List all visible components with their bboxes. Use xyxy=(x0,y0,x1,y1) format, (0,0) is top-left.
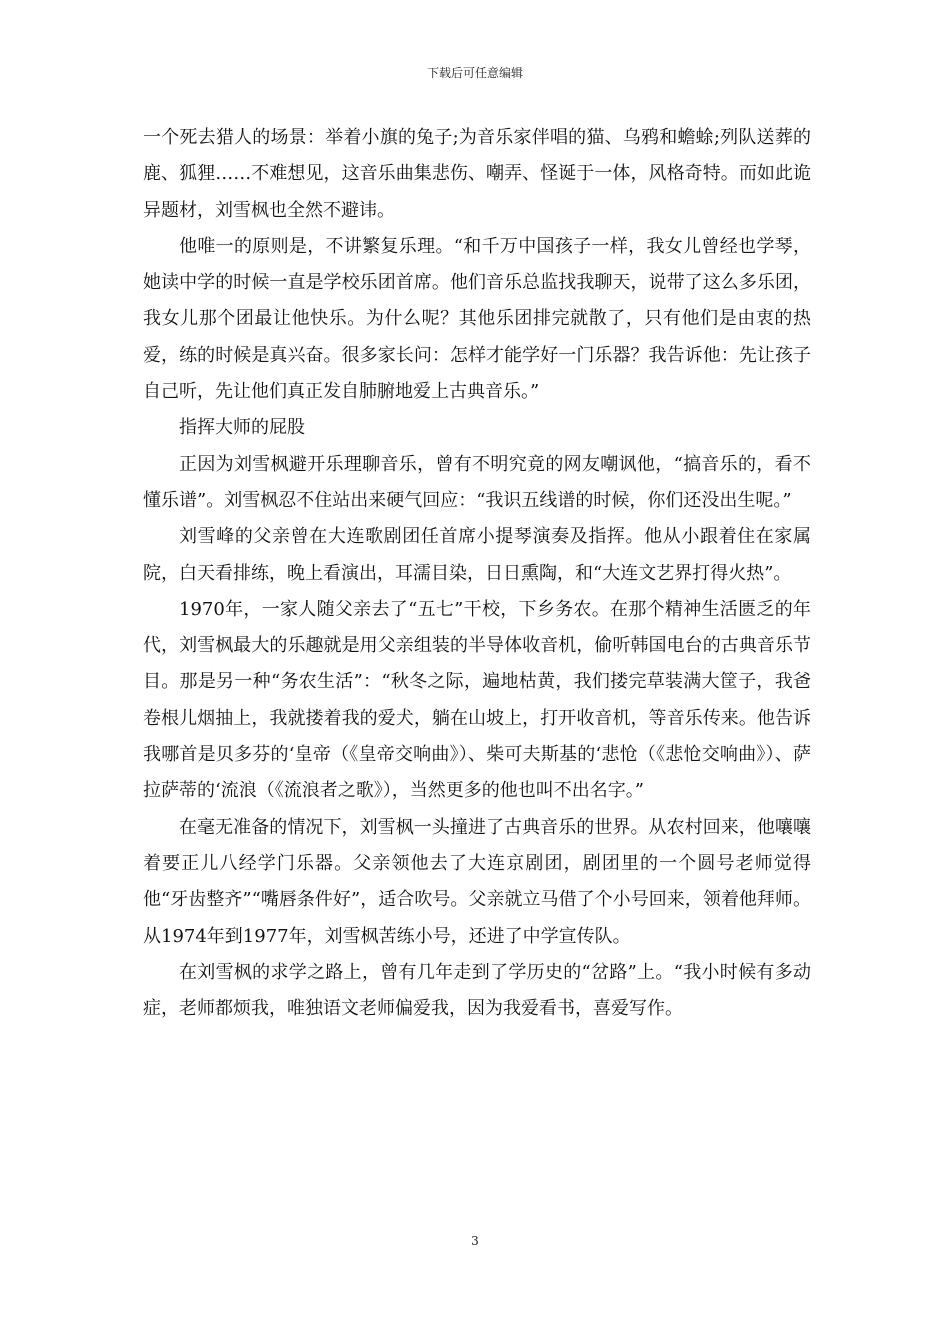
paragraph: 他唯一的原则是，不讲繁复乐理。“和千万中国孩子一样，我女儿曾经也学琴，她读中学的时候一直是学校乐团首席。他们音乐总监找我聊天，说带了这么多乐团，我女儿那个团最让他快乐。为什么呢？其他乐团排完就散了，只有他们是由衷的热爱，练的时候是真兴奋。很多家长问：怎样才能学好一门乐器？我告诉他：先让孩子自己听，先让他们真正发自肺腑地爱上古典音乐。” xyxy=(143,235,811,403)
paragraph: 在刘雪枫的求学之路上，曾有几年走到了学历史的“岔路”上。“我小时候有多动症，老师都烦我，唯独语文老师偏爱我，因为我爱看书，喜爱写作。 xyxy=(143,961,811,1020)
paragraph: 正因为刘雪枫避开乐理聊音乐，曾有不明究竟的网友嘲讽他，“搞音乐的，看不懂乐谱”。刘雪枫忍不住站出来硬气回应：“我识五线谱的时候，你们还没出生呢。” xyxy=(143,453,811,511)
paragraph: 1970年，一家人随父亲去了“五七”干校，下乡务农。在那个精神生活匮乏的年代，刘雪枫最大的乐趣就是用父亲组装的半导体收音机，偷听韩国电台的古典音乐节目。那是另一种“务农生活”：“秋冬之际，遍地枯黄，我们搂完草装满大筐子，我爸卷根儿烟抽上，我就搂着我的爱犬，躺在山坡上，打开收音机，等音乐传来。他告诉我哪首是贝多芬的‘皇帝（《皇帝交响曲》）、柴可夫斯基的‘悲怆（《悲怆交响曲》）、萨拉萨蒂的‘流浪（《流浪者之歌》），当然更多的他也叫不出名字。” xyxy=(143,598,811,802)
paragraph: 刘雪峰的父亲曾在大连歌剧团任首席小提琴演奏及指挥。他从小跟着住在家属院，白天看排练，晚上看演出，耳濡目染，日日熏陶，和“大连文艺界打得火热”。 xyxy=(143,526,811,584)
page-header: 下载后可任意编辑 xyxy=(426,66,523,80)
section-heading: 指挥大师的屁股 xyxy=(179,417,305,439)
document-body xyxy=(143,120,811,1027)
paragraph: 在毫无准备的情况下，刘雪枫一头撞进了古典音乐的世界。从农村回来，他嚷嚷着要正儿八经学门乐器。父亲领他去了大连京剧团，剧团里的一个圆号老师觉得他“牙齿整齐”“嘴唇条件好”，适合吹号。父亲就立马借了个小号回来，领着他拜师。从1974年到1977年，刘雪枫苦练小号，还进了中学宣传队。 xyxy=(143,816,811,947)
paragraph-continuation: 一个死去猎人的场景：举着小旗的兔子;为音乐家伴唱的猫、乌鸦和蟾蜍;列队送葬的鹿、狐狸……不难想见，这音乐曲集悲伤、嘲弄、怪诞于一体，风格奇特。而如此诡异题材，刘雪枫也全然不避讳。 xyxy=(143,127,811,221)
page-number: 3 xyxy=(471,1234,479,1248)
